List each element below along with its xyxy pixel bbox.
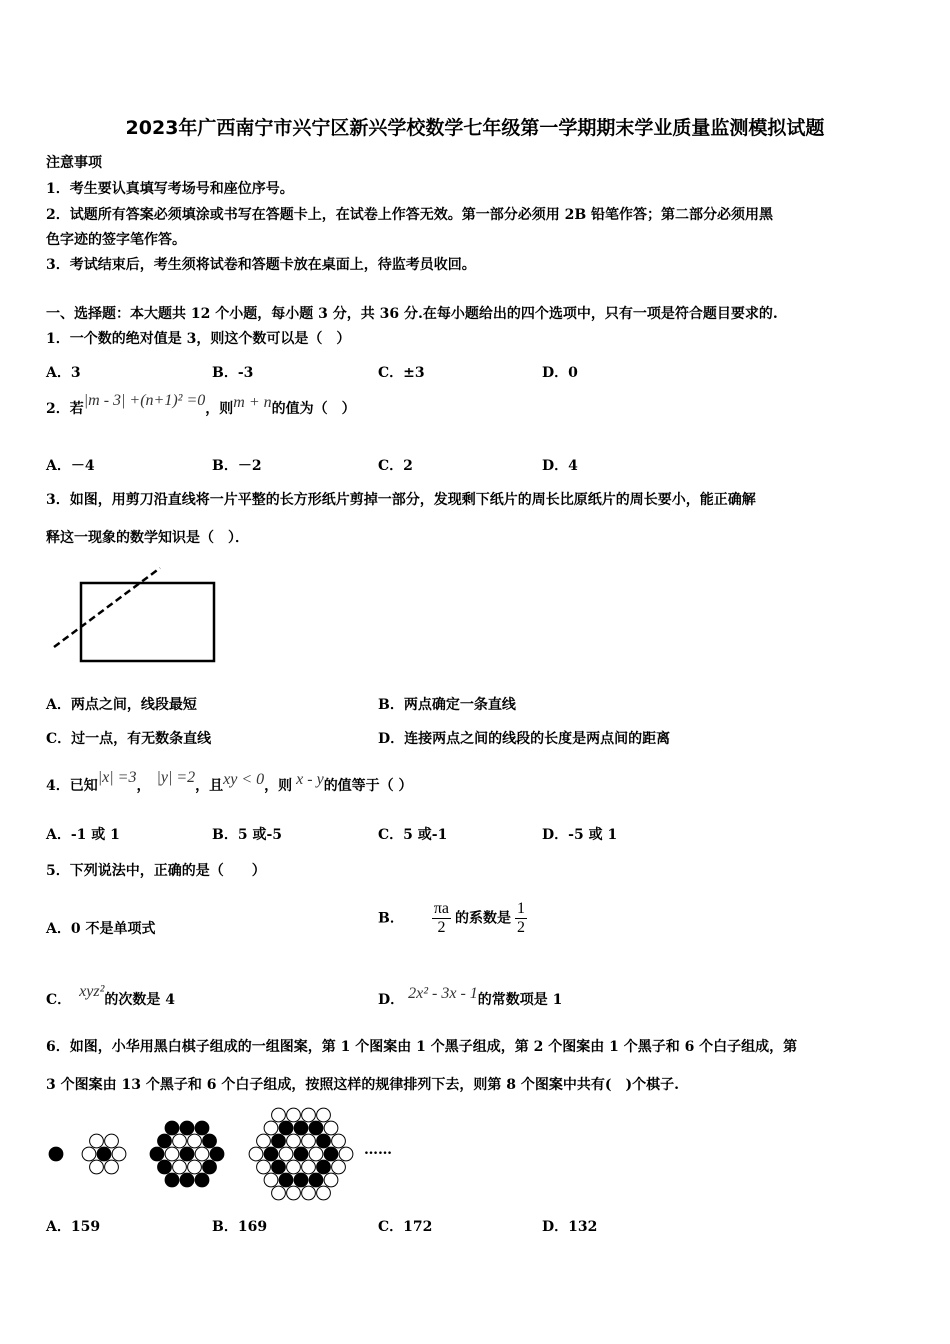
pattern-4-piece (317, 1186, 331, 1200)
pattern-4-piece (302, 1186, 316, 1200)
pattern-4-piece (317, 1160, 331, 1174)
pattern-4-piece (294, 1147, 308, 1161)
q5-option-d-suffix: 的常数项是 1 (477, 992, 563, 1008)
pattern-2-piece (97, 1147, 111, 1161)
q4-option-a: A．-1 或 1 (46, 827, 120, 843)
pattern-4-piece (272, 1108, 286, 1122)
pattern-1-piece (49, 1147, 63, 1161)
q1-option-d: D．0 (542, 365, 578, 381)
q4-suffix: 的值等于（ ） (323, 778, 413, 794)
pattern-3-piece (195, 1147, 209, 1161)
pattern-2-piece (105, 1160, 119, 1174)
q1-option-b: B．-3 (212, 365, 254, 381)
pattern-3-piece (195, 1173, 209, 1187)
pattern-3-piece (180, 1121, 194, 1135)
q2-option-c: C．2 (378, 458, 413, 474)
pattern-3-piece (165, 1147, 179, 1161)
q2-option-a: A．－4 (46, 458, 95, 474)
pattern-4-piece (287, 1108, 301, 1122)
pattern-4-piece (272, 1186, 286, 1200)
q5-b-frac-den: 2 (437, 919, 446, 936)
q6-option-b: B．169 (212, 1219, 268, 1235)
q3-option-c: C．过一点，有无数条直线 (46, 731, 212, 747)
pattern-2-piece (112, 1147, 126, 1161)
q2-suffix: 的值为（ ） (271, 401, 356, 417)
q5-option-c (46, 983, 176, 1009)
question-3-line-1: 3．如图，用剪刀沿直线将一片平整的长方形纸片剪掉一部分，发现剩下纸片的周长比原纸片的周长要小，能正确解 (46, 492, 756, 508)
pattern-4-piece (332, 1134, 346, 1148)
page-title: 2023年广西南宁市兴宁区新兴学校数学七年级第一学期期末学业质量监测模拟试题 (125, 117, 825, 139)
pattern-3-piece (210, 1147, 224, 1161)
q5-option-c-suffix: 的次数是 4 (104, 992, 176, 1008)
pattern-4-piece (332, 1160, 346, 1174)
q5-option-d (378, 985, 563, 1009)
q6-option-d: D．132 (542, 1219, 598, 1235)
q4-option-d: D．-5 或 1 (542, 827, 618, 843)
pattern-4-piece (324, 1121, 338, 1135)
q5-option-d-label: D． (378, 992, 405, 1008)
pattern-4-piece (294, 1121, 308, 1135)
pattern-4-piece (249, 1147, 263, 1161)
q3-option-d: D．连接两点之间的线段的长度是两点间的距离 (378, 731, 671, 747)
q5-option-b-label: B． (378, 910, 404, 927)
q4-option-b: B．5 或-5 (212, 827, 282, 843)
q4-mid: ，且 (195, 778, 224, 794)
q2-option-d: D．4 (542, 458, 578, 474)
pattern-4-piece (339, 1147, 353, 1161)
pattern-2-piece (82, 1147, 96, 1161)
pattern-3-piece (180, 1173, 194, 1187)
pattern-3-piece (188, 1160, 202, 1174)
pattern-4-piece (302, 1134, 316, 1148)
pattern-4-piece (279, 1121, 293, 1135)
question-1: 1．一个数的绝对值是 3，则这个数可以是（ ） (46, 331, 351, 347)
question-3-line-2: 释这一现象的数学知识是（ ）． (46, 530, 249, 546)
pattern-4-piece (324, 1173, 338, 1187)
q5-b-frac-num: πa (433, 900, 450, 917)
q2-option-b: B．－2 (212, 458, 262, 474)
pattern-3-piece (180, 1147, 194, 1161)
pattern-4-piece (272, 1134, 286, 1148)
q4-option-c: C．5 或-1 (378, 827, 448, 843)
question-2 (46, 392, 356, 418)
q4-mid2: ，则 (264, 778, 293, 794)
question-6-line-1: 6．如图，小华用黑白棋子组成的一组图案，第 1 个图案由 1 个黑子组成，第 2 个图案由 1 个黑子和 6 个白子组成，第 (46, 1039, 798, 1055)
pattern-3-piece (150, 1147, 164, 1161)
q2-expression: m + n (233, 394, 272, 411)
pattern-4-piece (287, 1134, 301, 1148)
pattern-4-piece (317, 1134, 331, 1148)
notice-item-2-cont: 色字迹的签字笔作答。 (46, 232, 186, 248)
pattern-3-piece (203, 1134, 217, 1148)
pattern-4-piece (264, 1121, 278, 1135)
pattern-ellipsis: …… (364, 1142, 392, 1158)
chess-pattern-figure (40, 1100, 420, 1205)
q2-prefix: 2．若 (46, 401, 84, 417)
pattern-2-piece (90, 1134, 104, 1148)
pattern-4-piece (287, 1160, 301, 1174)
q4-expr-diff: x - y (296, 771, 324, 788)
pattern-2-piece (90, 1160, 104, 1174)
pattern-3-piece (188, 1134, 202, 1148)
notice-item-3: 3．考试结束后，考生须将试卷和答题卡放在桌面上，待监考员收回。 (46, 257, 476, 273)
pattern-3-piece (203, 1160, 217, 1174)
q4-prefix: 4．已知 (46, 778, 98, 794)
pattern-4-piece (279, 1147, 293, 1161)
pattern-3-piece (158, 1160, 172, 1174)
pattern-3-piece (158, 1134, 172, 1148)
q5-d-expr: 2x² - 3x - 1 (408, 985, 478, 1002)
q4-sep: ， (136, 778, 151, 794)
rectangle-cut-figure (50, 565, 225, 670)
pattern-4-piece (309, 1173, 323, 1187)
q5-b-frac2-num: 1 (517, 900, 526, 917)
pattern-2-piece (105, 1134, 119, 1148)
notice-item-2: 2．试题所有答案必须填涂或书写在答题卡上，在试卷上作答无效。第一部分必须用 2B 铅笔作答；第二部分必须用黑 (46, 207, 774, 223)
q3-option-a: A．两点之间，线段最短 (46, 697, 197, 713)
q4-expr-y: |y| =2 (156, 769, 196, 786)
pattern-4-piece (294, 1173, 308, 1187)
pattern-3-piece (173, 1134, 187, 1148)
q5-option-a: A．0 不是单项式 (46, 921, 156, 937)
question-6-line-2: 3 个图案由 13 个黑子和 6 个白子组成，按照这样的规律排列下去，则第 8 个图案中共有( )个棋子. (46, 1077, 679, 1093)
pattern-3-piece (173, 1160, 187, 1174)
pattern-4-piece (272, 1160, 286, 1174)
q5-b-frac2-den: 2 (517, 919, 526, 936)
pattern-4-piece (264, 1173, 278, 1187)
section-heading: 一、选择题：本大题共 12 个小题，每小题 3 分，共 36 分.在每小题给出的四个选项中，只有一项是符合题目要求的. (46, 306, 778, 322)
pattern-4-piece (279, 1173, 293, 1187)
pattern-4-piece (324, 1147, 338, 1161)
q2-mid: ，则 (205, 401, 234, 417)
pattern-4-piece (257, 1134, 271, 1148)
q5-option-b (378, 900, 527, 937)
pattern-4-piece (257, 1160, 271, 1174)
notice-heading: 注意事项 (46, 155, 102, 171)
pattern-4-piece (309, 1147, 323, 1161)
q4-expr-x: |x| =3 (97, 769, 137, 786)
question-4 (46, 769, 413, 795)
q1-option-c: C．±3 (378, 365, 425, 381)
q6-option-c: C．172 (378, 1219, 433, 1235)
pattern-4-piece (302, 1108, 316, 1122)
pattern-4-piece (287, 1186, 301, 1200)
pattern-4-piece (264, 1147, 278, 1161)
q6-option-a: A．159 (46, 1219, 101, 1235)
q2-equation: |m - 3| +(n+1)² =0 (83, 392, 206, 409)
q1-option-a: A．3 (46, 365, 81, 381)
pattern-4-piece (317, 1108, 331, 1122)
notice-item-1: 1．考生要认真填写考场号和座位序号。 (46, 181, 294, 197)
q3-option-b: B．两点确定一条直线 (378, 697, 516, 713)
q4-expr-xy: xy < 0 (223, 771, 265, 788)
pattern-4-piece (302, 1160, 316, 1174)
pattern-3-piece (195, 1121, 209, 1135)
pattern-3-piece (165, 1173, 179, 1187)
pattern-3-piece (165, 1121, 179, 1135)
q5-option-b-mid: 的系数是 (455, 910, 512, 927)
pattern-4-piece (309, 1121, 323, 1135)
question-5: 5．下列说法中，正确的是（ ） (46, 863, 266, 879)
q5-c-expr: xyz² (79, 983, 105, 1000)
q5-option-c-label: C． (46, 992, 72, 1008)
